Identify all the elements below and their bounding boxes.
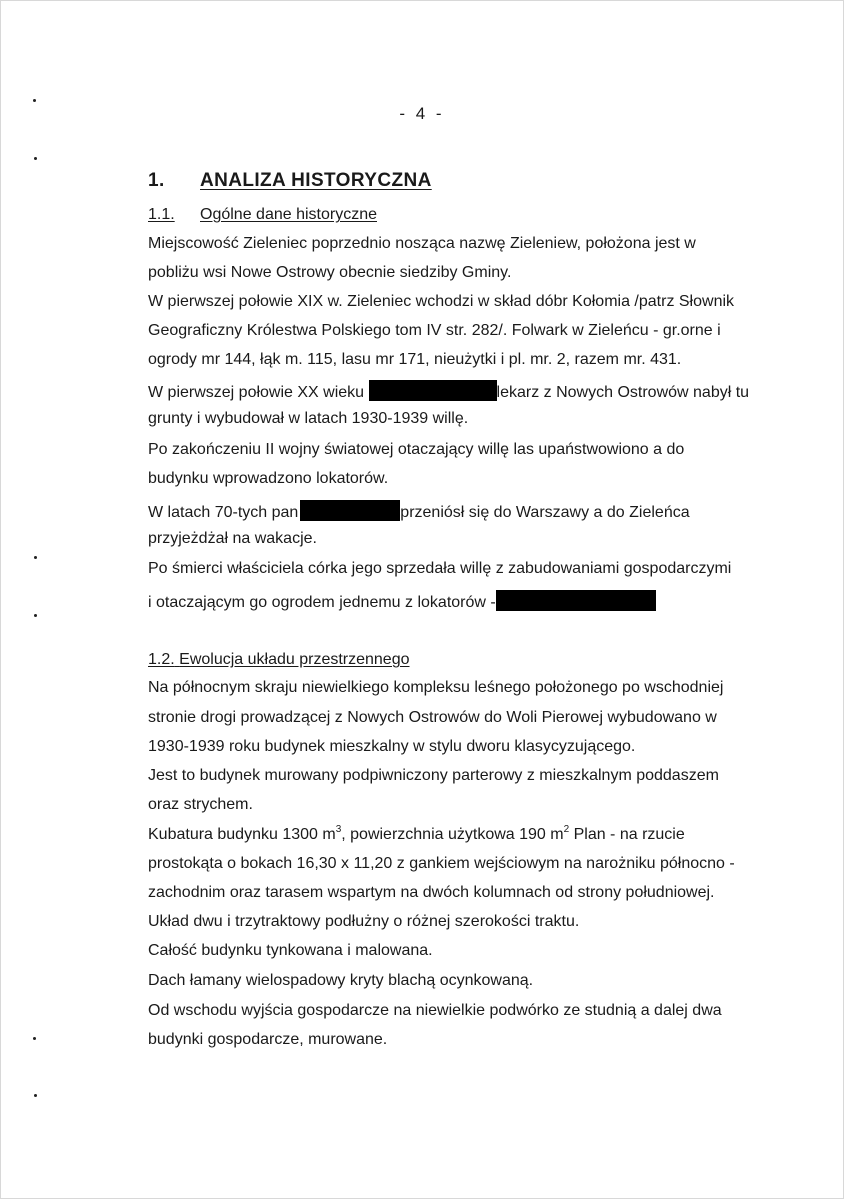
paragraph-line: zachodnim oraz tarasem wspartym na dwóch kolumnach od strony południowej. [148,884,715,901]
paragraph-line: grunty i wybudował w latach 1930-1939 willę. [148,410,469,427]
section-title: ANALIZA HISTORYCZNA [200,170,432,191]
paragraph-line: budynki gospodarcze, murowane. [148,1031,388,1048]
scan-speck [34,556,37,559]
paragraph-line: budynku wprowadzono lokatorów. [148,470,389,487]
paragraph-line: oraz strychem. [148,796,253,813]
line-text: W latach 70-tych pan [148,504,299,521]
paragraph-line: Miejscowość Zieleniec poprzednio nosząca nazwę Zieleniew, położona jest w [148,235,696,252]
subsection-1-heading [148,205,788,225]
line-text: Plan - na rzucie [569,826,685,843]
subsection-title: Ogólne dane historyczne [200,206,377,223]
superscript: 3 [335,824,342,835]
paragraph-line [148,500,788,523]
subsection-2-heading [148,650,788,670]
scan-speck [34,614,37,617]
paragraph-line [148,380,788,403]
paragraph-line: Po zakończeniu II wojny światowej otaczający willę las upaństwowiono a do [148,441,685,458]
paragraph-line: 1930-1939 roku budynek mieszkalny w stylu dworu klasycyzującego. [148,738,636,755]
paragraph-line: Całość budynku tynkowana i malowana. [148,942,433,959]
paragraph-line: ogrody mr 144, łąk m. 115, lasu mr 171, nieużytki i pl. mr. 2, razem mr. 431. [148,351,682,368]
line-text: lekarz z Nowych Ostrowów nabył tu [496,384,750,401]
line-text: przeniósł się do Warszawy a do Zieleńca [400,504,690,521]
subsection-number: 1.2. [148,651,175,668]
paragraph-line [148,825,788,845]
line-text: , powierzchnia użytkowa 190 m [341,826,564,843]
line-text: W pierwszej połowie XX wieku [148,384,365,401]
paragraph-line: prostokąta o bokach 16,30 x 11,20 z gankiem wejściowym na narożniku północno - [148,855,735,872]
section-number: 1. [148,170,165,191]
section-heading [148,171,788,191]
scan-speck [33,99,36,102]
superscript: 2 [563,824,570,835]
redaction-block [300,500,400,521]
paragraph-line: Układ dwu i trzytraktowy podłużny o różnej szerokości traktu. [148,913,580,930]
paragraph-line: pobliżu wsi Nowe Ostrowy obecnie siedziby Gminy. [148,264,512,281]
paragraph-line: W pierwszej połowie XIX w. Zieleniec wchodzi w skład dóbr Kołomia /patrz Słownik [148,293,735,310]
paragraph-line: Geograficzny Królestwa Polskiego tom IV str. 282/. Folwark w Zieleńcu - gr.orne i [148,322,721,339]
paragraph-line: Na północnym skraju niewielkiego kompleksu leśnego położonego po wschodniej [148,679,724,696]
subsection-title: Ewolucja układu przestrzennego [179,651,410,668]
redaction-block [369,380,497,401]
scan-speck [33,1037,36,1040]
paragraph-line: Dach łamany wielospadowy kryty blachą ocynkowaną. [148,972,534,989]
paragraph-line [148,590,788,613]
paragraph-line: stronie drogi prowadzącej z Nowych Ostrowów do Woli Pierowej wybudowano w [148,709,717,726]
paragraph-line: Jest to budynek murowany podpiwniczony parterowy z mieszkalnym poddaszem [148,767,719,784]
paragraph-line: Po śmierci właściciela córka jego sprzedała willę z zabudowaniami gospodarczymi [148,560,732,577]
redaction-block [496,590,656,611]
subsection-number: 1.1. [148,206,175,223]
scan-speck [34,1094,37,1097]
line-text: i otaczającym go ogrodem jednemu z lokatorów - [148,594,496,611]
paragraph-line: przyjeżdżał na wakacje. [148,530,317,547]
line-text: Kubatura budynku 1300 m [148,826,336,843]
scan-speck [34,157,37,160]
page-number: - 4 - [399,104,445,123]
paragraph-line: Od wschodu wyjścia gospodarcze na niewielkie podwórko ze studnią a dalej dwa [148,1002,722,1019]
